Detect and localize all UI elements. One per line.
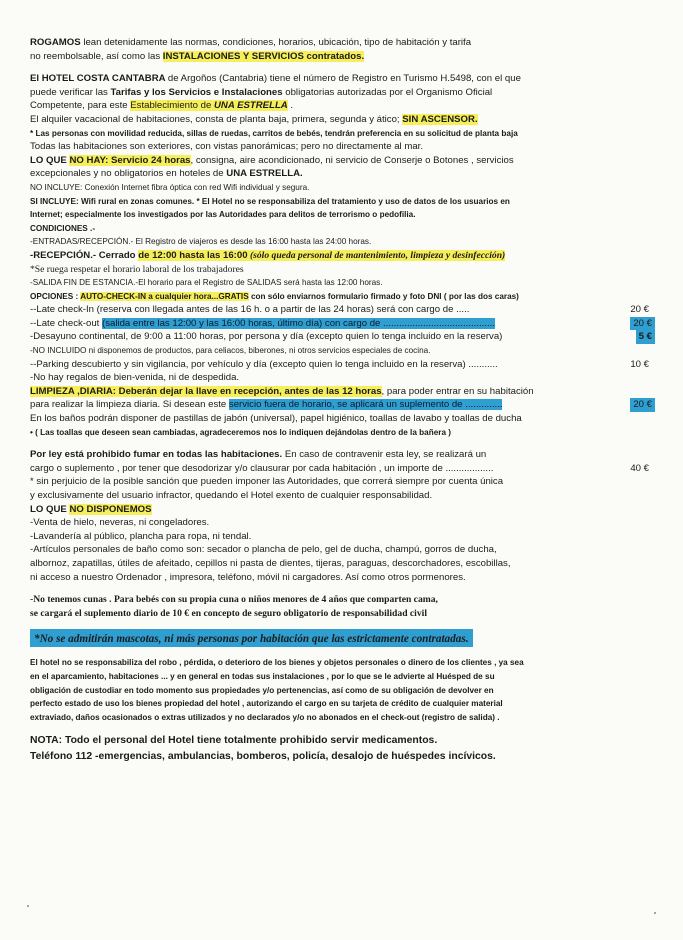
towels-note-line: • ( Las toallas que deseen sean cambiadas, agradeceremos nos lo indiquen dejándolas dentro de la bañera ): [30, 427, 452, 437]
emergency-phone-line: Teléfono 112 -emergencias, ambulancias, bomberos, policía, desalojo de huéspedes incívicos.: [30, 751, 496, 763]
daily-cleaning-line-1: LIMPIEZA ,DIARIA: Deberán dejar la llave en recepción, antes de las 12 horas, para poder entrar en su habitación: [30, 385, 534, 397]
not-offered-item-laundry: -Lavandería al público, plancha para ropa, ni tendal.: [30, 530, 252, 542]
not-available-line-1: LO QUE NO HAY: Servicio 24 horas, consigna, aire acondicionado, ni servicio de Conserje o Botones , servicios: [30, 154, 514, 166]
liability-line-2: en el aparcamiento, habitaciones ... y en general en todas sus instalaciones , por lo que se le advierte al Huésped de su: [30, 671, 495, 681]
late-check-out-line: --Late check-out (salida entre las 12:00 y las 16:00 horas, último día) con cargo de .......................................... 20 €: [30, 317, 655, 331]
breakfast-line: -Desayuno continental, de 9:00 a 11:00 horas, por persona y día (excepto quien lo tenga incluido en la reserva) 5 €: [30, 330, 655, 344]
exterior-rooms-line: Todas las habitaciones son exteriores, con vistas panorámicas; pero no directamente al mar.: [30, 141, 424, 153]
sanction-line-2: y exclusivamente del usuario infractor, quedando el Hotel exento de cualquier responsabilidad.: [30, 490, 433, 501]
hotel-registration-line-1: El HOTEL COSTA CANTABRA de Argoños (Cantabria) tiene el número de Registro en Turismo H.5498, con el que: [30, 73, 521, 85]
bathroom-supplies-line: En los baños podrán disponer de pastillas de jabón (universal), papel higiénico, toallas de lavabo y toallas de ducha: [30, 413, 522, 425]
intro-line-1: ROGAMOS lean detenidamente las normas, condiciones, horarios, ubicación, tipo de habitación y tarifa: [30, 37, 472, 48]
late-check-in-line: --Late check-In (reserva con llegada antes de las 16 h. o a partir de las 24 horas) será con cargo de ..... 20 €: [30, 304, 649, 316]
not-offered-item-ice: -Venta de hielo, neveras, ni congeladores.: [30, 517, 210, 529]
respect-staff-line: *Se ruega respetar el horario laboral de los trabajadores: [30, 263, 244, 275]
not-offered-heading: LO QUE NO DISPONEMOS: [30, 503, 152, 515]
not-offered-item-toiletries-3: ni acceso a nuestro Ordenador , impresora, teléfono, móvil ni cargadores. Así como otros pormenores.: [30, 571, 466, 583]
liability-line-3: obligación de custodiar en todo momento sus propiedades y/o pertenencias, así como de su obligación de devolver en: [30, 685, 494, 695]
not-included-internet: NO INCLUYE: Conexión Internet fibra óptica con red Wifi individual y segura.: [30, 182, 310, 192]
hotel-registration-line-3: Competente, para este Establecimiento de UNA ESTRELLA .: [30, 100, 294, 112]
rooms-floors-line: El alquiler vacacional de habitaciones, consta de planta baja, primera, segunda y ático; SIN ASCENSOR.: [30, 113, 478, 125]
no-gifts-line: -No hay regalos de bien-venida, ni de despedida.: [30, 372, 240, 384]
internet-disclaimer-line: Internet; especialmente los investigados por las Autoridades para delitos de terrorismo o pedofilia.: [30, 210, 416, 220]
liability-line-1: El hotel no se responsabiliza del robo , pérdida, o deterioro de los bienes y objetos personales o dinero de los clientes , ya sea: [30, 658, 524, 668]
conditions-heading: CONDICIONES .-: [30, 223, 96, 233]
no-special-diet-line: -NO INCLUIDO ni disponemos de productos, para celiacos, biberones, ni otros servicios especiales de cocina.: [30, 346, 431, 356]
reduced-mobility-line: * Las personas con movilidad reducida, sillas de ruedas, carritos de bebés, tendrán preferencia en su solicitud de planta baja: [30, 128, 518, 138]
liability-line-4: perfecto estado de uso los bienes propiedad del hotel , autorizando el cargo en su tarjeta de crédito de cualquier material: [30, 699, 503, 709]
options-auto-check-in: OPCIONES : AUTO-CHECK-IN a cualquier hora...GRATIS con sólo enviarnos formulario firmado y foto DNI ( por las dos caras): [30, 291, 519, 301]
hotel-registration-line-2: puede verificar las Tarifas y los Servicios e Instalaciones obligatorias autorizadas por el Organismo Oficial: [30, 86, 493, 98]
check-out-hours: -SALIDA FIN DE ESTANCIA.-El horario para el Registro de SALIDAS será hasta las 12:00 horas.: [30, 278, 383, 288]
no-smoking-line-2: cargo o suplemento , por tener que desodorizar y/o clausurar por cada habitación , un importe de .................. 40 €: [30, 462, 649, 474]
parking-line: --Parking descubierto y sin vigilancia, por vehículo y día (excepto quien lo tenga incluido en la reserva) ........... 10 €: [30, 358, 649, 370]
note-medication: NOTA: Todo el personal del Hotel tiene totalmente prohibido servir medicamentos.: [30, 735, 438, 747]
no-cribs-line-2: se cargará el suplemento diario de 10 € en concepto de seguro obligatorio de responsabilidad civil: [30, 607, 427, 619]
not-available-line-2: excepcionales y no obligatorios en hoteles de UNA ESTRELLA.: [30, 168, 303, 180]
check-in-hours: -ENTRADAS/RECEPCIÓN.- El Registro de viajeros es desde las 16:00 hasta las 24:00 horas.: [30, 237, 372, 247]
no-smoking-line-1: Por ley está prohibido fumar en todas las habitaciones. En caso de contravenir esta ley, se realizará un: [30, 449, 487, 461]
reception-closed-line: -RECEPCIÓN.- Cerrado de 12:00 hasta las 16:00 (sólo queda personal de mantenimiento, limpieza y desinfección): [30, 249, 506, 261]
scan-speck: [27, 905, 29, 907]
liability-line-5: extraviado, daños ocasionados o extras utilizados y no declarados y/o no abonados en el check-out (registro de salida) .: [30, 712, 500, 722]
not-offered-item-toiletries-1: -Artículos personales de baño como son: secador o plancha de pelo, gel de ducha, champú, gorros de ducha,: [30, 544, 497, 556]
not-offered-item-toiletries-2: albornoz, zapatillas, útiles de afeitado, cepillos ni pasta de dientes, tijeras, paraguas, descorchadores, escobillas,: [30, 557, 511, 569]
daily-cleaning-line-2: para realizar la limpieza diaria. Si desean este servicio fuera de horario, se aplicará un suplemento de .............. 20 €: [30, 398, 655, 412]
sanction-line-1: * sin perjuicio de la posible sanción que pueden imponer las Autoridades, que correrá siempre por cuenta única: [30, 476, 504, 488]
no-cribs-line-1: -No tenemos cunas . Para bebés con su propia cuna o niños menores de 4 años que comparten cama,: [30, 594, 438, 606]
hotel-rules-document: [30, 36, 655, 765]
included-wifi-line: SI INCLUYE: Wifi rural en zonas comunes. * El Hotel no se responsabiliza del tratamiento y uso de datos de los usuarios en: [30, 196, 510, 206]
scan-speck: [654, 912, 656, 914]
intro-line-2: no reembolsable, así como las INSTALACIONES Y SERVICIOS contratados.: [30, 50, 365, 62]
no-pets-banner: *No se admitirán mascotas, ni más personas por habitación que las estrictamente contratadas.: [30, 629, 655, 647]
